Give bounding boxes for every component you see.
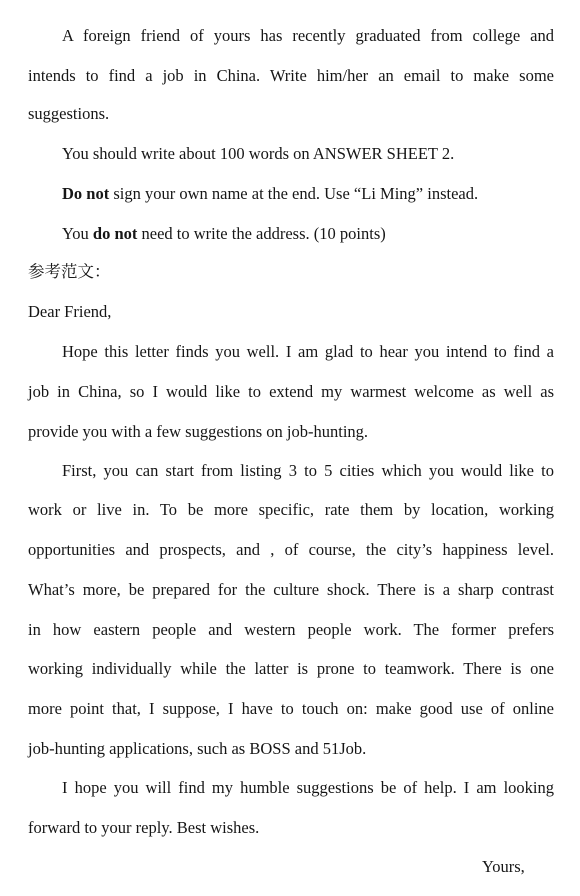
instruction-text: sign your own name at the end. Use “Li Ming” instead. — [109, 184, 479, 203]
prompt-instruction — [62, 184, 478, 204]
instruction-text: need to write the address. (10 points) — [137, 224, 386, 243]
letter-greeting: Dear Friend, — [28, 302, 112, 321]
emphasis-text: do not — [92, 224, 138, 243]
letter-line: I hope you will find my humble suggestions be of help. I am looking — [62, 778, 554, 797]
letter-closing: Yours, — [482, 857, 525, 876]
prompt-line: suggestions. — [28, 104, 110, 123]
letter-line: job in China, so I would like to extend my warmest welcome as well as — [28, 382, 554, 401]
emphasis-text: Do not — [62, 184, 110, 203]
letter-line: in how eastern people and western people work. The former prefers — [28, 620, 554, 639]
letter-line: work or live in. To be more specific, rate them by location, working — [28, 500, 554, 519]
sample-heading: 参考范文： — [28, 262, 111, 281]
instruction-text: You — [62, 224, 93, 243]
letter-line: working individually while the latter is prone to teamwork. There is one — [28, 659, 554, 678]
letter-line: more point that, I suppose, I have to touch on: make good use of online — [28, 699, 554, 718]
prompt-instruction: You should write about 100 words on ANSWER SHEET 2. — [62, 144, 455, 163]
letter-line: What’s more, be prepared for the culture shock. There is a sharp contrast — [28, 580, 554, 599]
letter-line: First, you can start from listing 3 to 5 cities which you would like to — [62, 461, 554, 480]
letter-line: opportunities and prospects, and , of course, the city’s happiness level. — [28, 540, 554, 559]
prompt-line: A foreign friend of yours has recently graduated from college and — [62, 26, 554, 45]
letter-line: job-hunting applications, such as BOSS and 51Job. — [28, 739, 367, 758]
prompt-line: intends to find a job in China. Write him/her an email to make some — [28, 66, 554, 85]
letter-line: Hope this letter finds you well. I am glad to hear you intend to find a — [62, 342, 554, 361]
letter-line: provide you with a few suggestions on job-hunting. — [28, 422, 369, 441]
prompt-instruction — [62, 224, 386, 244]
letter-line: forward to your reply. Best wishes. — [28, 818, 260, 837]
